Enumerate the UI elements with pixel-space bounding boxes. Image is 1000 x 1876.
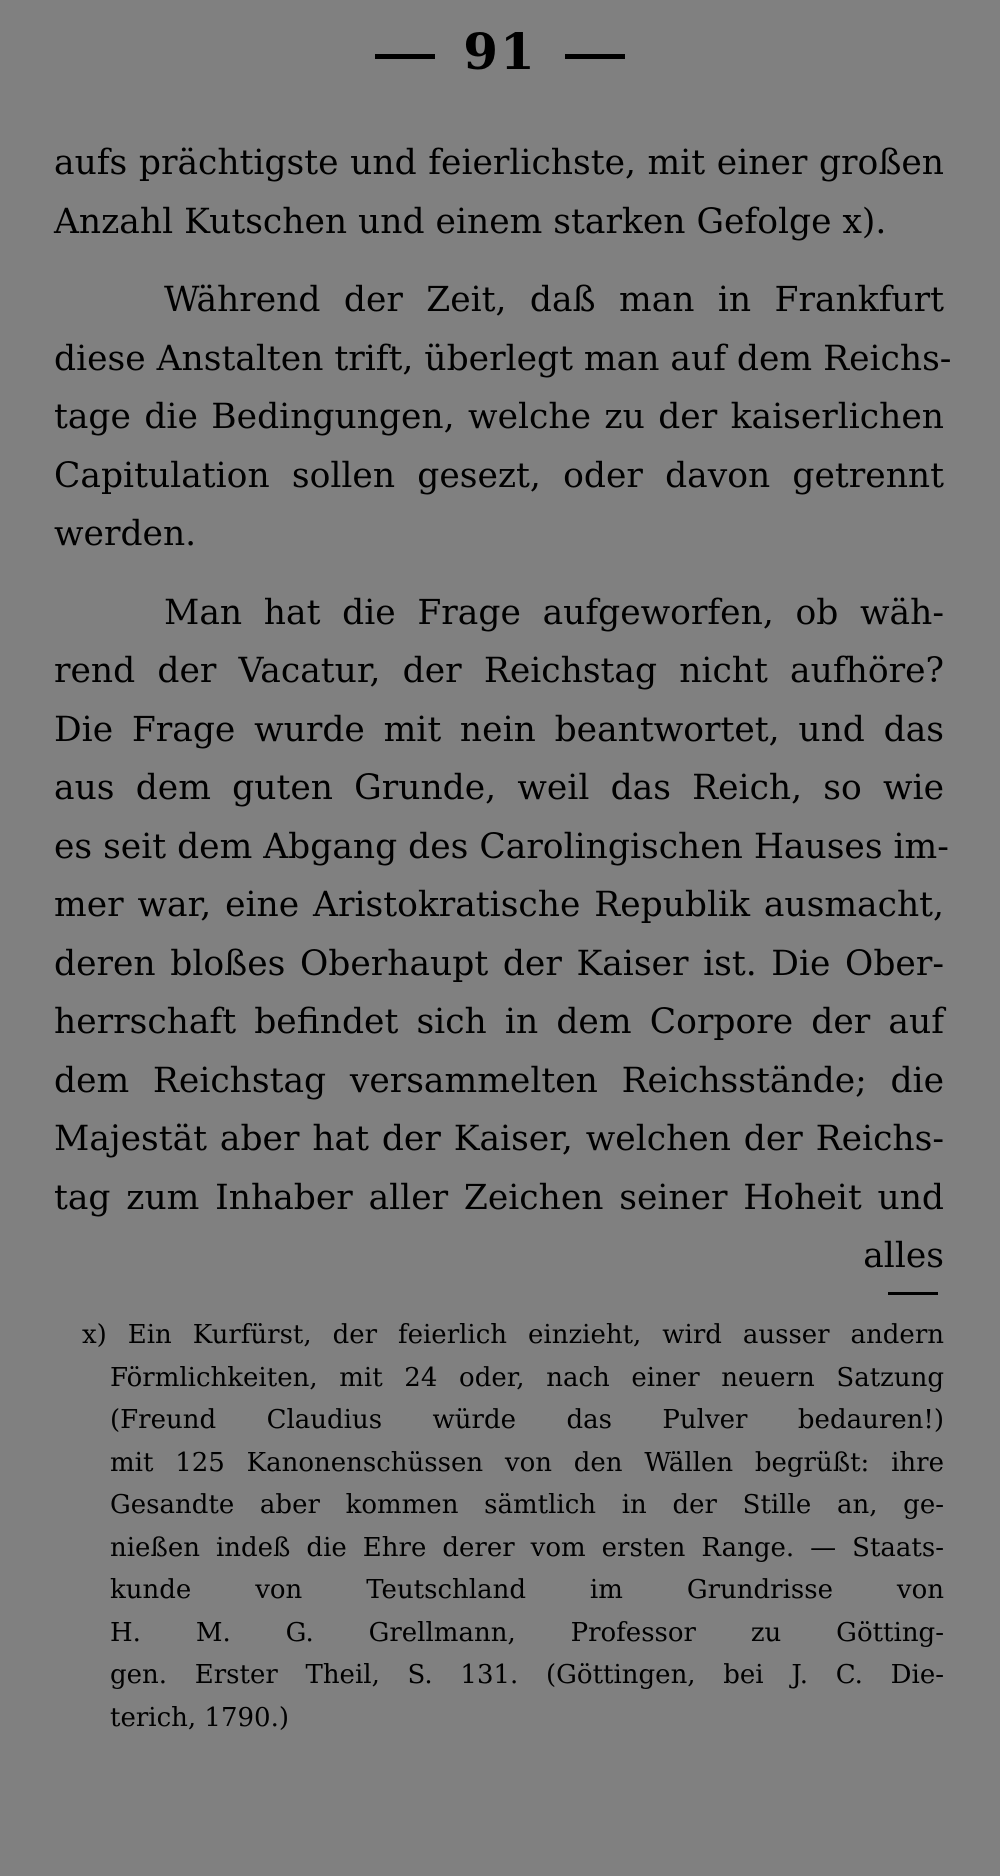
text-line: tag zum Inhaber aller Zeichen seiner Hoheit und bbox=[54, 1177, 944, 1218]
text-line: werden. bbox=[54, 514, 197, 554]
footnote-line: Gesandte aber kommen sämtlich in der Stille an, ge- bbox=[110, 1490, 944, 1520]
footnote-line: mit 125 Kanonenschüssen von den Wällen begrüßt: ihre bbox=[110, 1447, 944, 1478]
text-line: Majestät aber hat der Kaiser, welchen der Reichs- bbox=[54, 1119, 944, 1159]
footnote-line: (Freund Claudius würde das Pulver bedauren!) bbox=[110, 1405, 944, 1435]
page-header bbox=[0, 22, 1000, 81]
footnote-line: kunde von Teutschland im Grundrisse von bbox=[110, 1575, 944, 1605]
text-line: rend der Vacatur, der Reichstag nicht aufhöre? bbox=[54, 651, 944, 691]
text-line: Die Frage wurde mit nein beantwortet, und das bbox=[54, 709, 944, 750]
footnote-rule bbox=[888, 1292, 938, 1295]
text-line: diese Anstalten trift, überlegt man auf dem Reichs- bbox=[54, 338, 952, 379]
text-line: tage die Bedingungen, welche zu der kaiserlichen bbox=[54, 397, 944, 437]
footnote-line: H. M. G. Grellmann, Professor zu Götting- bbox=[110, 1617, 944, 1648]
footnote bbox=[60, 1314, 944, 1739]
text-line: herrschaft befindet sich in dem Corpore der auf bbox=[54, 1002, 944, 1042]
text-line: mer war, eine Aristokratische Republik ausmacht, bbox=[54, 885, 944, 925]
text-line: Anzahl Kutschen und einem starken Gefolge x). bbox=[54, 201, 887, 242]
text-line: deren bloßes Oberhaupt der Kaiser ist. Die Ober- bbox=[54, 943, 944, 984]
text-line: aus dem guten Grunde, weil das Reich, so wie bbox=[54, 768, 944, 808]
header-dash-right bbox=[565, 54, 625, 59]
main-text bbox=[54, 134, 952, 1286]
text-line: Während der Zeit, daß man in Frankfurt bbox=[164, 280, 944, 320]
footnote-line: nießen indeß die Ehre derer vom ersten Range. — Staats- bbox=[110, 1532, 944, 1563]
paragraph-gap bbox=[54, 251, 944, 271]
paragraph-gap bbox=[54, 564, 944, 584]
footnote-line: terich, 1790.) bbox=[110, 1702, 289, 1733]
text-line: dem Reichstag versammelten Reichsstände; die bbox=[54, 1060, 944, 1101]
footnote-line: x) Ein Kurfürst, der feierlich einzieht, wird ausser andern bbox=[82, 1320, 944, 1350]
page-number: 91 bbox=[463, 22, 537, 81]
text-line: es seit dem Abgang des Carolingischen Hauses im- bbox=[54, 826, 949, 867]
header-dash-left bbox=[375, 54, 435, 59]
catchword: alles bbox=[863, 1236, 944, 1276]
text-line: Man hat die Frage aufgeworfen, ob wäh- bbox=[164, 592, 944, 633]
footnote-line: gen. Erster Theil, S. 131. (Göttingen, bei J. C. Die- bbox=[110, 1660, 944, 1690]
text-line: aufs prächtigste und feierlichste, mit einer großen bbox=[54, 143, 944, 183]
text-line: Capitulation sollen gesezt, oder davon getrennt bbox=[54, 455, 944, 496]
footnote-line: Förmlichkeiten, mit 24 oder, nach einer neuern Satzung bbox=[110, 1362, 944, 1393]
